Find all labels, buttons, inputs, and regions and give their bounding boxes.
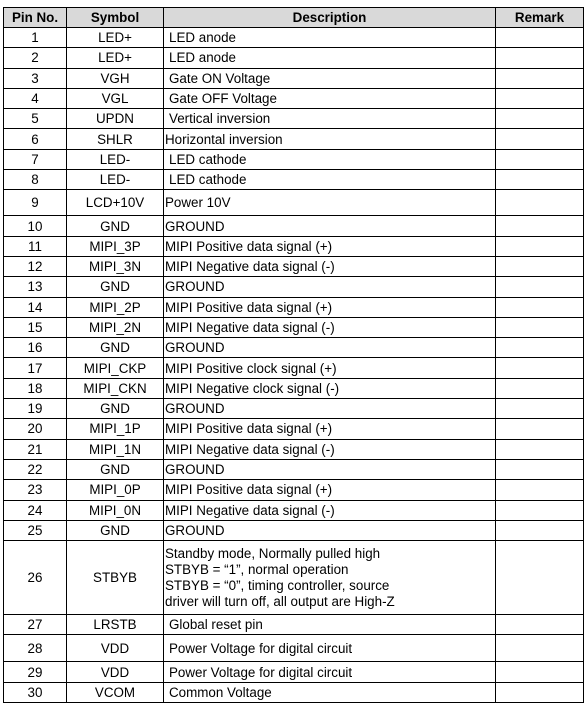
table-row [4, 190, 584, 216]
table-row [4, 682, 584, 702]
pin-description: Power Voltage for digital circuit [164, 635, 496, 662]
pin-remark [496, 68, 584, 88]
table-row [4, 338, 584, 358]
pin-remark [496, 317, 584, 337]
table-row [4, 277, 584, 297]
pin-number: 4 [4, 88, 67, 108]
pin-description: GROUND [164, 277, 496, 297]
pin-number: 21 [4, 439, 67, 459]
table-row [4, 297, 584, 317]
pin-remark [496, 419, 584, 439]
pin-symbol: GND [67, 520, 164, 540]
pin-symbol: GND [67, 338, 164, 358]
pin-description: MIPI Positive data signal (+) [164, 480, 496, 500]
pin-number: 8 [4, 170, 67, 190]
pin-remark [496, 358, 584, 378]
table-row [4, 88, 584, 108]
pin-remark [496, 662, 584, 682]
table-row [4, 378, 584, 398]
pin-remark [496, 338, 584, 358]
pin-symbol: LED+ [67, 48, 164, 68]
pin-description: MIPI Negative data signal (-) [164, 256, 496, 276]
header-symbol: Symbol [67, 8, 164, 28]
pin-number: 30 [4, 682, 67, 702]
pin-description: Gate ON Voltage [164, 68, 496, 88]
pin-number: 13 [4, 277, 67, 297]
pin-description: Global reset pin [164, 615, 496, 635]
pin-remark [496, 28, 584, 48]
pin-symbol: MIPI_0P [67, 480, 164, 500]
pin-symbol: GND [67, 277, 164, 297]
table-row [4, 419, 584, 439]
pin-description-multiline [164, 541, 496, 615]
table-row [4, 662, 584, 682]
table-row [4, 615, 584, 635]
pin-symbol: VDD [67, 635, 164, 662]
pin-number: 7 [4, 149, 67, 169]
pin-symbol: LED- [67, 149, 164, 169]
pin-remark [496, 541, 584, 615]
pin-description: Gate OFF Voltage [164, 88, 496, 108]
table-row [4, 256, 584, 276]
pin-symbol: MIPI_3P [67, 236, 164, 256]
pin-number: 17 [4, 358, 67, 378]
table-row [4, 317, 584, 337]
pin-description: LED anode [164, 48, 496, 68]
table-row [4, 439, 584, 459]
pin-symbol: MIPI_1N [67, 439, 164, 459]
pin-remark [496, 236, 584, 256]
pin-remark [496, 190, 584, 216]
pin-remark [496, 129, 584, 149]
pin-symbol: VDD [67, 662, 164, 682]
pin-remark [496, 480, 584, 500]
description-line: Standby mode, Normally pulled high [165, 545, 381, 561]
pin-description: MIPI Negative data signal (-) [164, 439, 496, 459]
table-row [4, 500, 584, 520]
pin-remark [496, 399, 584, 419]
pin-remark [496, 520, 584, 540]
table-row [4, 48, 584, 68]
pin-symbol: MIPI_CKP [67, 358, 164, 378]
pin-number: 10 [4, 216, 67, 236]
pin-symbol: VGL [67, 88, 164, 108]
table-row [4, 480, 584, 500]
pin-description: LED anode [164, 28, 496, 48]
pin-description: MIPI Negative data signal (-) [164, 317, 496, 337]
table-row [4, 358, 584, 378]
pin-symbol: MIPI_3N [67, 256, 164, 276]
pin-description: MIPI Positive clock signal (+) [164, 358, 496, 378]
header-pin-no: Pin No. [4, 8, 67, 28]
pin-number: 6 [4, 129, 67, 149]
pin-remark [496, 48, 584, 68]
pin-remark [496, 635, 584, 662]
pin-number: 23 [4, 480, 67, 500]
header-remark: Remark [496, 8, 584, 28]
table-row [4, 109, 584, 129]
table-row [4, 635, 584, 662]
pin-number: 26 [4, 541, 67, 615]
pin-number: 25 [4, 520, 67, 540]
description-line: STBYB = “0”, timing controller, source [165, 577, 390, 593]
pin-remark [496, 459, 584, 479]
pin-symbol: SHLR [67, 129, 164, 149]
pin-symbol: GND [67, 216, 164, 236]
pin-number: 22 [4, 459, 67, 479]
pin-remark [496, 256, 584, 276]
pin-symbol: GND [67, 399, 164, 419]
pin-remark [496, 277, 584, 297]
pin-description: MIPI Positive data signal (+) [164, 419, 496, 439]
pin-symbol: LED+ [67, 28, 164, 48]
pin-number: 20 [4, 419, 67, 439]
pin-number: 9 [4, 190, 67, 216]
pin-number: 29 [4, 662, 67, 682]
table-row [4, 68, 584, 88]
pin-symbol: VGH [67, 68, 164, 88]
pin-symbol: VCOM [67, 682, 164, 702]
pin-description: Horizontal inversion [164, 129, 496, 149]
table-row [4, 129, 584, 149]
pin-number: 18 [4, 378, 67, 398]
pin-symbol: UPDN [67, 109, 164, 129]
pin-remark [496, 149, 584, 169]
table-row [4, 399, 584, 419]
table-row [4, 236, 584, 256]
pin-description: Common Voltage [164, 682, 496, 702]
description-line: driver will turn off, all output are High-Z [165, 593, 395, 609]
pin-remark [496, 216, 584, 236]
pin-number: 27 [4, 615, 67, 635]
table-row [4, 28, 584, 48]
table-row [4, 149, 584, 169]
pin-number: 1 [4, 28, 67, 48]
pin-remark [496, 109, 584, 129]
pin-symbol: MIPI_CKN [67, 378, 164, 398]
pin-remark [496, 378, 584, 398]
pin-description: GROUND [164, 216, 496, 236]
pin-symbol: MIPI_2N [67, 317, 164, 337]
pin-symbol: LCD+10V [67, 190, 164, 216]
pin-description: Vertical inversion [164, 109, 496, 129]
pin-description: MIPI Negative data signal (-) [164, 500, 496, 520]
pin-description: GROUND [164, 520, 496, 540]
description-line: STBYB = “1”, normal operation [165, 561, 349, 577]
pin-number: 5 [4, 109, 67, 129]
table-row [4, 170, 584, 190]
pin-table-container [3, 7, 584, 703]
table-row [4, 541, 584, 615]
table-row [4, 216, 584, 236]
pin-remark [496, 615, 584, 635]
pin-number: 19 [4, 399, 67, 419]
pin-symbol: MIPI_1P [67, 419, 164, 439]
pin-symbol: MIPI_0N [67, 500, 164, 520]
pin-description: Power Voltage for digital circuit [164, 662, 496, 682]
pin-number: 2 [4, 48, 67, 68]
pin-symbol: MIPI_2P [67, 297, 164, 317]
pin-description: MIPI Positive data signal (+) [164, 297, 496, 317]
pin-number: 16 [4, 338, 67, 358]
table-row [4, 459, 584, 479]
pin-number: 24 [4, 500, 67, 520]
pin-remark [496, 500, 584, 520]
pin-number: 11 [4, 236, 67, 256]
pin-symbol: GND [67, 459, 164, 479]
pin-description: MIPI Positive data signal (+) [164, 236, 496, 256]
pin-description: GROUND [164, 399, 496, 419]
pin-assignment-table [3, 7, 584, 703]
pin-number: 12 [4, 256, 67, 276]
pin-number: 3 [4, 68, 67, 88]
table-header-row [4, 8, 584, 28]
pin-symbol: LED- [67, 170, 164, 190]
pin-number: 14 [4, 297, 67, 317]
pin-remark [496, 170, 584, 190]
pin-description: Power 10V [164, 190, 496, 216]
pin-description: LED cathode [164, 149, 496, 169]
pin-description: GROUND [164, 459, 496, 479]
header-description: Description [164, 8, 496, 28]
pin-description: MIPI Negative clock signal (-) [164, 378, 496, 398]
pin-number: 28 [4, 635, 67, 662]
table-row [4, 520, 584, 540]
pin-description: LED cathode [164, 170, 496, 190]
pin-symbol: LRSTB [67, 615, 164, 635]
pin-remark [496, 439, 584, 459]
pin-remark [496, 88, 584, 108]
pin-number: 15 [4, 317, 67, 337]
pin-symbol: STBYB [67, 541, 164, 615]
pin-description: GROUND [164, 338, 496, 358]
pin-remark [496, 297, 584, 317]
pin-remark [496, 682, 584, 702]
